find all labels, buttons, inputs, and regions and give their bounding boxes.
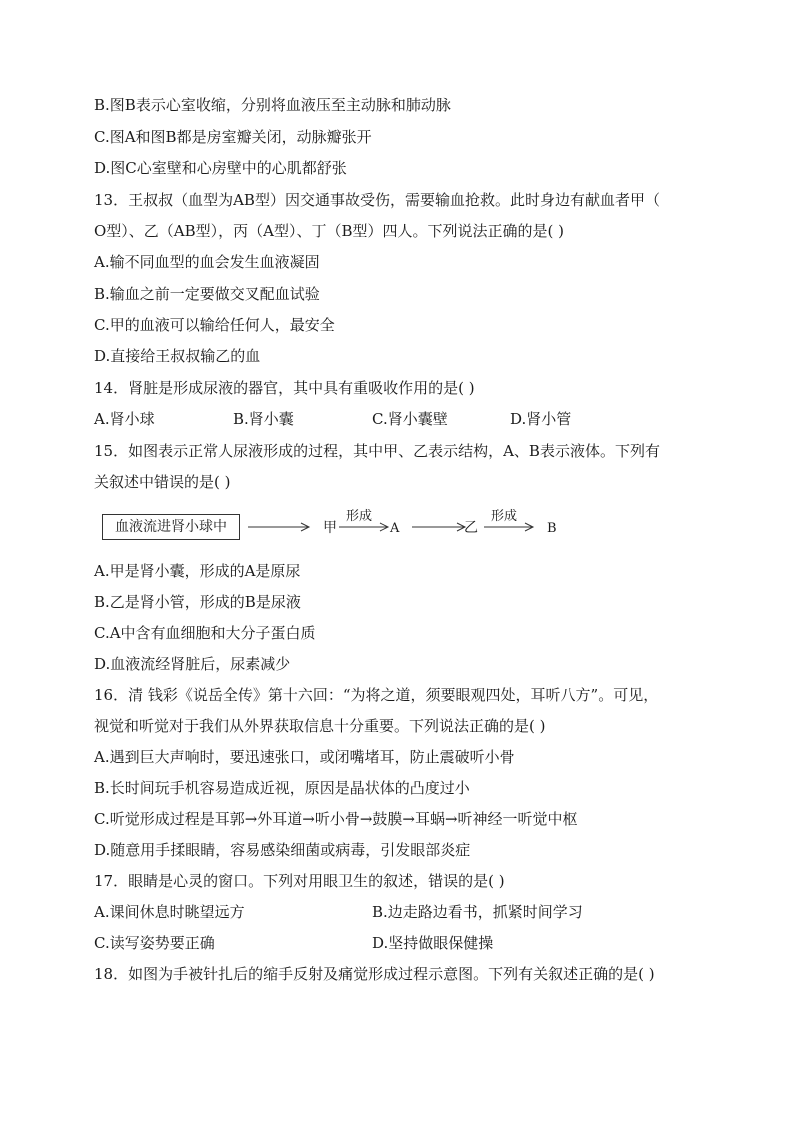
q13-stem-line1: 13．王叔叔（血型为AB型）因交通事故受伤，需要输血抢救。此时身边有献血者甲（ [94, 191, 660, 209]
flow-arrow-4 [484, 519, 536, 535]
flow-label-form-2: 形成 [491, 509, 518, 524]
q13-option-d: D.直接给王叔叔输乙的血 [94, 347, 261, 365]
flow-node-a: A [390, 521, 400, 536]
q16-option-a: A.遇到巨大声响时，要迅速张口，或闭嘴堵耳，防止震破听小骨 [94, 748, 515, 766]
q17-stem: 17．眼睛是心灵的窗口。下列对用眼卫生的叙述，错误的是( ) [94, 872, 505, 890]
q14-option-a: A.肾小球 [94, 410, 155, 428]
flow-start-box: 血液流进肾小球中 [102, 514, 240, 540]
q17-option-d: D.坚持做眼保健操 [372, 934, 494, 952]
q12-option-d: D.图C心室壁和心房壁中的心肌都舒张 [94, 159, 347, 177]
q15-stem-line2: 关叙述中错误的是( ) [94, 473, 231, 491]
flow-arrow-1 [248, 519, 314, 535]
q17-option-b: B.边走路边看书，抓紧时间学习 [372, 903, 583, 921]
q16-stem-line2: 视觉和听觉对于我们从外界获取信息十分重要。下列说法正确的是( ) [94, 717, 546, 735]
q16-option-c: C.听觉形成过程是耳郭→外耳道→听小骨→鼓膜→耳蜗→听神经一听觉中枢 [94, 810, 578, 828]
q16-option-d: D.随意用手揉眼睛，容易感染细菌或病毒，引发眼部炎症 [94, 841, 471, 859]
urine-formation-flow-diagram [94, 510, 714, 546]
q18-stem: 18．如图为手被针扎后的缩手反射及痛觉形成过程示意图。下列有关叙述正确的是( ) [94, 965, 655, 983]
q13-option-c: C.甲的血液可以输给任何人，最安全 [94, 316, 335, 334]
q17-option-c: C.读写姿势要正确 [94, 934, 215, 952]
q17-option-a: A.课间休息时眺望远方 [94, 903, 245, 921]
q16-option-b: B.长时间玩手机容易造成近视，原因是晶状体的凸度过小 [94, 779, 470, 797]
flow-node-jia: 甲 [323, 520, 337, 536]
flow-node-b: B [547, 521, 557, 536]
q15-option-c: C.A中含有血细胞和大分子蛋白质 [94, 624, 316, 642]
q16-stem-line1: 16．清 钱彩《说岳全传》第十六回：“为将之道，须要眼观四处，耳听八方”。可见， [94, 686, 659, 704]
q15-stem-line1: 15．如图表示正常人尿液形成的过程，其中甲、乙表示结构，A、B表示液体。下列有 [94, 442, 660, 460]
q15-option-b: B.乙是肾小管，形成的B是尿液 [94, 593, 301, 611]
q14-stem: 14．肾脏是形成尿液的器官，其中具有重吸收作用的是( ) [94, 379, 475, 397]
q13-option-a: A.输不同血型的血会发生血液凝固 [94, 253, 320, 271]
q13-option-b: B.输血之前一定要做交叉配血试验 [94, 285, 320, 303]
flow-node-yi: 乙 [464, 520, 478, 536]
flow-arrow-3 [412, 519, 468, 535]
q12-option-b: B.图B表示心室收缩，分别将血液压至主动脉和肺动脉 [94, 96, 451, 114]
q14-option-b: B.肾小囊 [233, 410, 294, 428]
q13-stem-line2: O型）、乙（AB型），丙（A型）、丁（B型）四人。下列说法正确的是( ) [94, 222, 564, 240]
q12-option-c: C.图A和图B都是房室瓣关闭，动脉瓣张开 [94, 128, 372, 146]
q14-option-d: D.肾小管 [510, 410, 572, 428]
q15-option-a: A.甲是肾小囊，形成的A是原尿 [94, 562, 301, 580]
q14-option-c: C.肾小囊壁 [372, 410, 448, 428]
flow-arrow-2 [339, 519, 391, 535]
flow-label-form-1: 形成 [346, 509, 373, 524]
q15-option-d: D.血液流经肾脏后，尿素减少 [94, 655, 291, 673]
